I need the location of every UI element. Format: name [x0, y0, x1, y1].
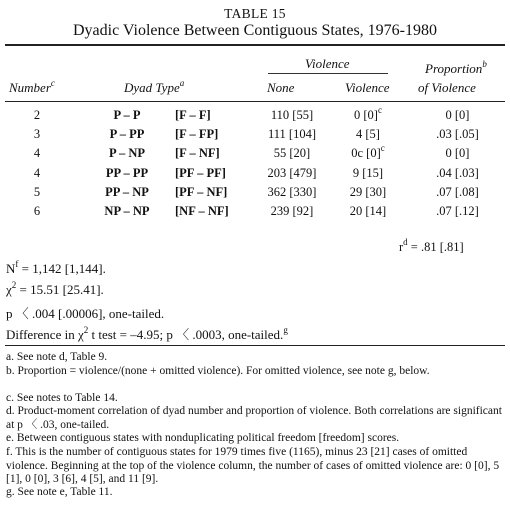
row-violence-count: 29 [30]	[349, 185, 387, 199]
top-rule	[5, 44, 505, 46]
row-freedom-type: [NF – NF]	[175, 204, 229, 218]
footnote-c: c. See notes to Table 14.	[6, 392, 118, 404]
row-dyad-type: P – PP	[109, 127, 145, 141]
header-rule	[5, 101, 505, 102]
row-none-count: 111 [104]	[267, 127, 317, 141]
row-none-count: 203 [479]	[267, 166, 317, 180]
row-dyad-type: NP – NP	[104, 204, 150, 218]
row-violence-count: 4 [5]	[356, 127, 380, 141]
n-stat: $N^f = 1,142$ [1,144].	[6, 258, 106, 276]
row-number: 4	[33, 166, 41, 180]
row-none-count: 55 [20]	[273, 146, 311, 160]
number-header: Number$^c$	[9, 77, 55, 95]
row-none-count: 239 [92]	[270, 204, 314, 218]
table-title: Dyadic Violence Between Contiguous States, 1976-1980	[72, 22, 437, 39]
row-violence-count: 9 [15]	[352, 166, 384, 180]
row-dyad-type: P – NP	[108, 146, 146, 160]
row-dyad-type: P – P	[113, 108, 141, 122]
violence-group-header: Violence	[305, 56, 350, 71]
row-freedom-type: [F – NF]	[175, 146, 220, 160]
table-number: TABLE 15	[224, 6, 286, 21]
footnote-g: g. See note e, Table 11.	[6, 486, 113, 498]
violence-header: Violence	[345, 80, 390, 95]
row-number: 2	[33, 108, 41, 122]
dyad-type-header: Dyad Type$^a$	[124, 77, 185, 95]
difference-stat: Difference in $\chi^2$ t test = –4.95; p 〈 .0003, one-tailed.$^g$	[6, 324, 288, 342]
row-freedom-type: [PF – PF]	[175, 166, 226, 180]
notes-rule	[5, 345, 505, 346]
row-violence-count: 0 $[0]^c$	[354, 104, 382, 122]
row-violence-count: 20 [14]	[349, 204, 387, 218]
row-none-count: 110 [55]	[270, 108, 314, 122]
footnote-f: f. This is the number of contiguous states for 1979 times five (1165), minus 23 [21] cases of omitted violence. Beginning at the top of the violence column, the number of cases of omitted violence are: 0 [0], 5 [1], 0 [0], 3 [6], 4 [5], and 11 [9].	[6, 446, 500, 486]
row-proportion: 0 [0]	[445, 108, 470, 122]
proportion-header-line1: Proportion$^b$	[425, 58, 487, 76]
footnote-a: a. See note d, Table 9.	[6, 351, 108, 363]
row-proportion: .07 [.12]	[436, 204, 479, 218]
violence-group-underline	[268, 73, 388, 74]
row-freedom-type: [F – FP]	[175, 127, 219, 141]
row-freedom-type: [F – F]	[175, 108, 211, 122]
row-number: 4	[33, 146, 41, 160]
footnote-e: e. Between contiguous states with nonduplicating political freedom [freedom] scores.	[6, 432, 400, 444]
row-none-count: 362 [330]	[267, 185, 317, 199]
chi-square-stat: $\chi^2 = 15.51$ [25.41].	[6, 279, 104, 297]
row-number: 5	[33, 185, 41, 199]
row-proportion: 0 [0]	[445, 146, 470, 160]
footnote-b: b. Proportion = violence/(none + omitted violence). For omitted violence, see note g, below.	[6, 365, 430, 377]
proportion-header-line2: of Violence	[418, 80, 476, 95]
row-number: 3	[33, 127, 41, 141]
none-header: None	[267, 80, 295, 95]
row-dyad-type: PP – NP	[105, 185, 149, 199]
row-proportion: .04 [.03]	[436, 166, 479, 180]
row-violence-count: 0c $[0]^c$	[351, 142, 385, 160]
row-proportion: .03 [.05]	[436, 127, 479, 141]
row-proportion: .07 [.08]	[436, 185, 479, 199]
row-number: 6	[33, 204, 41, 218]
row-freedom-type: [PF – NF]	[175, 185, 228, 199]
p-value-stat: p 〈 .004 [.00006], one-tailed.	[6, 306, 165, 321]
footnote-d: d. Product-moment correlation of dyad number and proportion of violence. Both correlations are significant at p 〈 .03, one-tailed.	[6, 405, 502, 431]
correlation-value: $r^d = .81$ [.81]	[399, 236, 464, 254]
row-dyad-type: PP – PP	[105, 166, 149, 180]
